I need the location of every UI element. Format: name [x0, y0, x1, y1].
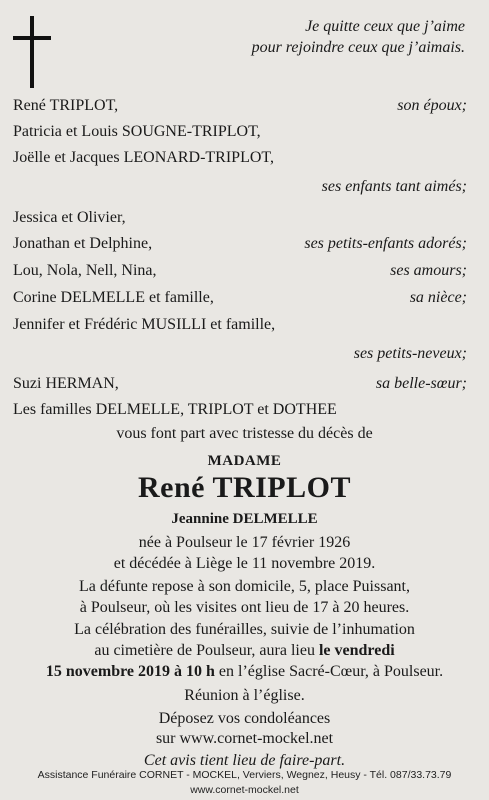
family-role: ses enfants tant aimés; [321, 178, 467, 195]
family-role: son époux; [397, 97, 467, 114]
funeral-date: 15 novembre 2019 à 10 h [45, 663, 215, 680]
funeral-date: le vendredi [318, 642, 395, 659]
footer-website[interactable]: www.cornet-mockel.net [190, 784, 299, 796]
birth-line: née à Poulseur le 17 février 1926 [138, 534, 351, 551]
funeral-line [0, 640, 489, 661]
title: MADAME [207, 453, 282, 469]
family-role: sa belle-sœur; [375, 375, 467, 392]
maiden-name: Jeannine DELMELLE [171, 511, 318, 527]
family-name: Joëlle et Jacques LEONARD-TRIPLOT, [13, 149, 274, 166]
funeral-text: en l’église Sacré-Cœur, à Poulseur. [214, 663, 444, 680]
family-name: Patricia et Louis SOUGNE-TRIPLOT, [13, 123, 261, 140]
epigraph-line: Je quitte ceux que j’aime [305, 18, 465, 35]
funeral-text: au cimetière de Poulseur, aura lieu [94, 642, 319, 659]
family-name: Suzi HERMAN, [13, 375, 119, 392]
family-role: ses amours; [390, 262, 467, 279]
family-role: sa nièce; [409, 289, 467, 306]
funeral-line: La célébration des funérailles, suivie de l’inhumation [74, 621, 415, 638]
epigraph [252, 16, 465, 58]
reunion-line: Réunion à l’église. [184, 687, 305, 704]
announcement: vous font part avec tristesse du décès de [116, 425, 373, 442]
family-name: Jennifer et Frédéric MUSILLI et famille, [13, 316, 276, 333]
condolences-link[interactable]: sur www.cornet-mockel.net [155, 730, 334, 747]
death-line: et décédée à Liège le 11 novembre 2019. [113, 555, 376, 572]
family-name: Corine DELMELLE et famille, [13, 289, 214, 306]
condolences-line: Déposez vos condoléances [158, 710, 331, 727]
family-name: Lou, Nola, Nell, Nina, [13, 262, 157, 279]
family-name: Les familles DELMELLE, TRIPLOT et DOTHEE [13, 401, 337, 418]
family-role: ses petits-neveux; [353, 345, 467, 362]
cross-icon [13, 16, 51, 88]
family-name: Jessica et Olivier, [13, 209, 126, 226]
deceased-name: René TRIPLOT [138, 471, 351, 504]
footer-company: Assistance Funéraire CORNET - MOCKEL, Verviers, Wegnez, Heusy - Tél. 087/33.73.79 [37, 769, 452, 781]
epigraph-line: pour rejoindre ceux que j’aimais. [251, 39, 465, 56]
rest-line: à Poulseur, où les visites ont lieu de 17 à 20 heures. [79, 599, 410, 616]
rest-line: La défunte repose à son domicile, 5, place Puissant, [78, 578, 410, 595]
avis-line: Cet avis tient lieu de faire-part. [143, 752, 346, 769]
family-name: Jonathan et Delphine, [13, 235, 153, 252]
family-role: ses petits-enfants adorés; [304, 235, 467, 252]
family-name: René TRIPLOT, [13, 97, 119, 114]
funeral-line [0, 661, 489, 682]
